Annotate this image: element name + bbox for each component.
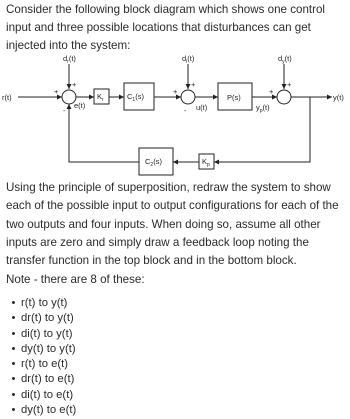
bullet-icon: • [11,404,16,417]
summing-junction-3 [277,90,291,104]
block-c1-label: $C_1(s)$ [127,92,144,103]
list-item: • dr(t) to e(t) [6,372,76,387]
feedback-to-sum1 [69,104,139,162]
control-label: u(t) [196,103,208,112]
configuration-list [6,296,76,418]
sum3-plus-top: + [287,80,292,89]
bullet-icon: • [11,327,16,340]
bullet-icon: • [11,297,16,309]
error-label: e(t) [74,101,86,110]
bullet-icon: • [11,358,16,371]
block-p-label: P(s) [227,93,241,102]
list-item: • r(t) to e(t) [6,357,76,372]
di-label: $d_i(t)$ [182,54,195,65]
sum2-minus-bottom: - [184,106,187,115]
sum1-minus-bottom: - [63,106,66,115]
sum3-plus-left: + [269,87,274,96]
list-item: • di(t) to e(t) [6,388,76,403]
block-kp-label: $K_p$ [202,157,210,168]
dy-label: $d_y(t)$ [278,54,292,65]
note-text: Note - there are 8 of these: [6,273,145,286]
summing-junction-2 [181,90,195,104]
bullet-icon: • [11,373,16,386]
list-item: • dr(t) to y(t) [6,311,76,326]
block-kr-label: $K_r$ [97,92,104,103]
dr-label: $d_r(t)$ [63,54,76,65]
bullet-icon: • [11,388,16,401]
sum1-plus-left: + [54,87,59,96]
block-c2-label: $C_2(s)$ [145,157,162,168]
list-item: • dy(t) to y(t) [6,342,76,357]
block-diagram [0,42,350,192]
list-item: • di(t) to y(t) [6,327,76,342]
bullet-icon: • [11,312,16,325]
output-label: y(t) [333,93,344,102]
sum2-plus-left: + [173,87,178,96]
input-label: r(t) [2,93,12,102]
bullet-icon: • [11,342,16,355]
list-item: • r(t) to y(t) [6,296,76,311]
instructions-paragraph: Using the principle of superposition, redraw the system to show each of the possible input to output configurations for each of the two outputs and four inputs. When doing so, assume all other inputs are zero and simply draw a feedback loop noting the transfer function in the top block and in the bottom block. [6,181,339,268]
sum1-plus-top: + [72,80,77,89]
list-item: • dy(t) to e(t) [6,403,76,418]
intro-text: Consider the following block diagram which shows one control input and three possible locations that disturbances can get injected into the system: [6,3,325,52]
plant-output-label: $y_p(t)$ [256,103,270,114]
sum2-plus-top: + [191,80,196,89]
